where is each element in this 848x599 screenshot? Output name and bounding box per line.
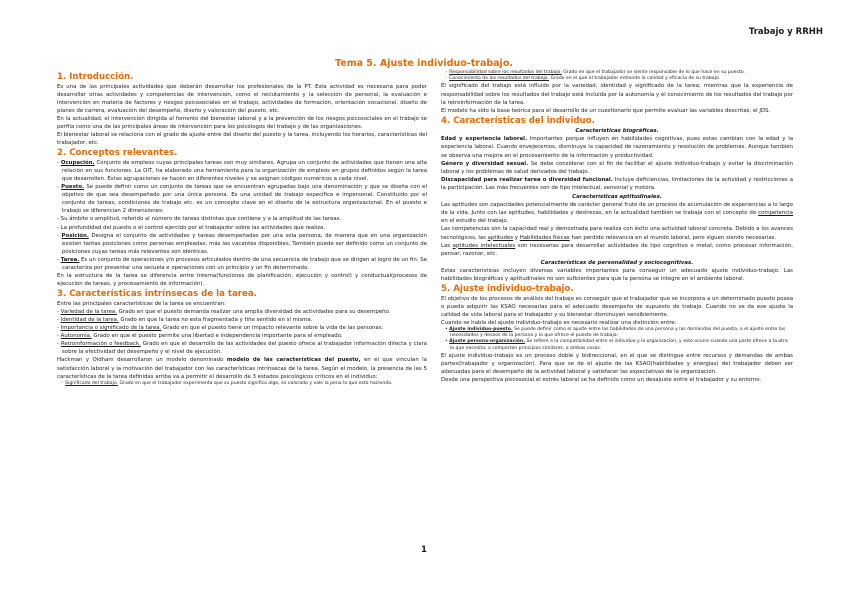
section-heading-concepts: 2. Conceptos relevantes. [57, 148, 178, 159]
section-heading-adjustment: 5. Ajuste individuo-trabajo. [441, 284, 574, 295]
header-title: Trabajo y RRHH [748, 27, 823, 37]
paragraph: El significado del trabajo está influido por la variedad, identidad y significado de la tarea; mientras que la experiencia de responsabilidad sobre los resultados del trabajo está incluida por la autonomía y el conocimiento de los resultados del trabajo por la retroinformación de la tarea. [441, 83, 793, 106]
list-item-identidad: - Identidad de la tarea. Grado en que la tarea no esta fragmentada y tiñe sentido en sí misma. [57, 316, 313, 323]
paragraph: Desde una perspectiva psicosocial el estrés laboral se ha definido como un desajuste entre el trabajador y su entorno. [441, 377, 762, 384]
paragraph-aptitudes-intelectuales: Las aptitudes intelectuales son necesarias para desarrollar actividades de tipo cognitivo o metal, como procesar información, pensar, razonar, etc. [441, 242, 793, 257]
left-column [57, 71, 427, 387]
sub-bullet-conocimiento: ◦ Conocimiento de los resultados del trabajo. Grado en el que el trabajador entiende la calidad y eficacia de su trabajo. [445, 76, 721, 82]
paragraph-genero: Género y diversidad sexual. Se debe considerar con el fin de facilitar el ajuste individuo-trabajo y evitar la discriminación laboral y los problemas de salud derivados del trabajo. [441, 160, 793, 175]
section-heading-introduction: 1. Introducción. [57, 72, 134, 82]
paragraph-hackman-oldham: Hackman y Oldham desarrollaron un modelo denominado modelo de las características del puesto, en el que vinculan la satisfacción laboral y la motivación del trabajador con las características intrínsecas de la tarea. Según el modelo, la presencia de las 5 características de la tarea definidas arriba va a permitir el desarrollo de 3 estados psicológicos críticos en el individuo: [57, 357, 427, 380]
list-item-ocupacion: - Ocupación. Conjunto de empleos cuyas principales tareas son muy similares. Agrupa un conjunto de actividades que tienen una alta relación en sus funciones. La OIT, ha elaborado una herramienta para la organización de empleos en grupos definidos según la tarea que desarrollen. Estas agrupaciones se hacen en diferentes niveles y se asignan códigos numéricos a cada nivel. [57, 159, 427, 182]
list-item-variedad: - Variedad de la tarea. Grado en que el puesto demanda realizar una amplia diversidad de actividades para su desempeño. [57, 308, 391, 315]
paragraph: El ajuste individuo-trabajo es un proceso doble y bidireccional, en el que se distingue entre recursos y demandas de ambas partes(trabajador y organización). Para que se de el ajuste de las KSAO(habilidades y energías) del trabajador deben ser adecuadas para el desempeño de la actividad laboral y satisfacer las expectativas de la organización. [441, 352, 793, 375]
subheading-biographic: Características biográficas. [575, 128, 659, 135]
list-item-importancia: - Importancia o significado de la tarea. Grado en que el puesto tiene un impacto relevante sobre la vida de las personas. [57, 325, 384, 332]
paragraph-competencias: Las competencias son la capacidad real y demostrada para realiza con éxito una actividad laboral concreta. Debido a los avances tecnológicos, las aptitudes y Habilidades físicas han perdido relevancia en el mundo laboral, pero siguen siendo necesarias. [441, 226, 793, 241]
paragraph: El bienestar laboral se relaciona con el grado de ajuste entre del diseño del puesto y la tarea, incluyendo los horarios, características del trabajador, etc. [57, 132, 427, 147]
list-item-autonomia: - Autonomía. Grado en que el puesto permite una libertad e independencia importante para el empleado. [57, 333, 343, 340]
paragraph: Cuando se habla del ajuste individuo-trabajo es necesario realizar una distinción entre: [441, 319, 677, 326]
list-item-dimension: - Su ámbito o amplitud, referido al número de tareas distintas que contiene y a la amplitud de las tareas. [57, 216, 342, 223]
list-item-retroinformacion: - Retroinformación o feedback. Grado en que el desarrollo de las actividades del puesto ofrece al trabajador información directa y clara sobre la efectividad del desempeño y el nivel de ejecución. [57, 341, 427, 356]
bullet-ajuste-individuo-puesto: • Ajuste individuo-puesto. Se puede definir como el ajuste entre las habilidades de una persona y las demandas del puesto, o el ajuste entre las necesidades y deseos de la persona y lo que ofrece el puesto de trabajo. [445, 326, 786, 339]
paragraph: El modelo ha sido la base teórica para el desarrollo de un cuestionario que permite evaluar las variables descritas, el JDS. [441, 107, 771, 114]
paragraph: En la estructura de la tarea se diferencia entre interna(funciones de planificación, ejecución y control) y conductual(procesos de ejecución de tareas, y procesamiento de información). [57, 273, 427, 288]
bullet-ajuste-persona-organizacion: • Ajuste persona-organización. Se refiere a la compatibilidad entre el individuo y la organización, y esto ocurre cuando una parte ofrece a la otra lo que necesita, o comparten principios similares, o ambas cosas. [445, 339, 788, 351]
paragraph-edad: Edad y experiencia laboral. Importantes porque influyen en habilidades cognitivas, pues estas cambian con la edad y la experiencia laboral. Cuando envejecemos, disminuye la capacidad de razonamiento y resolución de problemas. Aunque también se observa una mejora en el procesamiento de la información y productividad. [441, 136, 793, 159]
paragraph-discapacidad: Discapacidad para realizar tarea o diversidad funcional. Incluye deficiencias, limitaciones de la actividad y restricciones a la participación. Las más frecuentes son de tipo intelectual, sensorial y motora. [441, 176, 793, 191]
subheading-aptitudinal: Características aptitudinales. [572, 194, 662, 201]
right-column [441, 70, 793, 384]
paragraph: El objetivo de los procesos de análisis del trabajo es conseguir que el trabajador que se incorpora a un determinado puesto posea o pueda adquirir las KSAO necesarias para el adecuado desempeño de supuesto de trabajo. Cuando no se da ese ajuste la calidad de vida laboral para el trabajador y su bienestar disminuyen sensiblemente. [441, 295, 793, 318]
sub-bullet-significado: ◦ Significado del trabajo. Grado en que el trabajador experimenta que su puesto significa algo, es valorado y vale la pena lo que esta haciendo. [61, 380, 393, 386]
sub-bullet-responsabilidad: ◦ Responsabilidad sobre los resultados del trabajo. Grado en que el trabajador se siente responsable de lo que hace en su puesto. [445, 70, 745, 75]
list-item-posicion: - Posición. Designa el conjunto de actividades y tareas desempeñadas por una sola persona, de manera que en una organización existen tantas posiciones como personas empleadas, más las vacantes disponibles. También puede ser definido como un conjunto de posiciones cuyas tareas más relevantes son idénticas. [57, 232, 427, 255]
section-heading-task-characteristics: 3. Características intrínsecas de la tarea. [57, 289, 257, 300]
paragraph: Es una de las principales actividades que deberán desarrollar los profesionales de la PT. Esta actividad es necesaria para poder desarrollar otras actividades y competencias de intervención, como el reclutamiento y la selección de personal, la evaluación e intervención en materia de factores y riesgos psicosociales en el trabajo, actividades de formación, orientación vocacional, diseño de planes de carrera, evaluación del desempeño, diseño y valoración del puesto, etc. [57, 83, 427, 114]
paragraph: En la actualidad, el intervención dirigida al fomento del bienestar laboral y a la prevención de los riesgos psicosociales en el trabajo se perfila como una de las principales áreas de intervención para los psicólogos del trabajo y de las organizaciones. [57, 115, 427, 130]
section-heading-individual-characteristics: 4. Características del individuo. [441, 115, 595, 126]
subheading-personality: Características de personalidad y sociocognitivas. [540, 259, 694, 266]
paragraph: Estas características incluyen diversas variables importantes para conseguir un adecuado ajuste individuo-trabajo. Las habilidades biográficas y aptitudinales no son suficientes para que la persona se integre en el ambiente laboral. [441, 267, 793, 282]
list-item-puesto: - Puesto. Se puede definir como un conjunto de tareas que se encuentran agrupadas bajo una denominación y que se diseña con el objetivo de que sea desempeñado por una única persona. Es una unidad de trabajo específica e impersonal. Constituido por el conjunto de tareas, condiciones de trabajo etc. es un concepto clave en el diseño de la estructura organizacional. En el puesto e trabajo se diferencian 2 dimensiones: [57, 184, 427, 215]
document-title: Tema 5. Ajuste individuo-trabajo. [335, 58, 513, 69]
page-number: 1 [421, 545, 427, 555]
paragraph-aptitudes: Las aptitudes son capacidades potencialmente de carácter general fruto de un proceso de acumulación de experiencias a lo largo de la vida. Junto con las aptitudes, habilidades y destrezas, en la actualidad también se trabaja con el concepto de competencia en el estudio del trabajo. [441, 202, 793, 225]
list-item-dimension: - La profundidad del puesto o el control ejercido por el trabajador sobre las actividades que realiza. [57, 224, 326, 231]
list-item-tarea: - Tarea. Es un conjunto de operaciones y/o procesos articulados dentro de una secuencia de trabajo que se dirigen al logro de un fin. Se caracteriza por presentar una secuela e operaciones con un principio y un fin determinado. [57, 256, 427, 271]
paragraph: Entre las principales características de la tarea se encuentran: [57, 300, 226, 307]
